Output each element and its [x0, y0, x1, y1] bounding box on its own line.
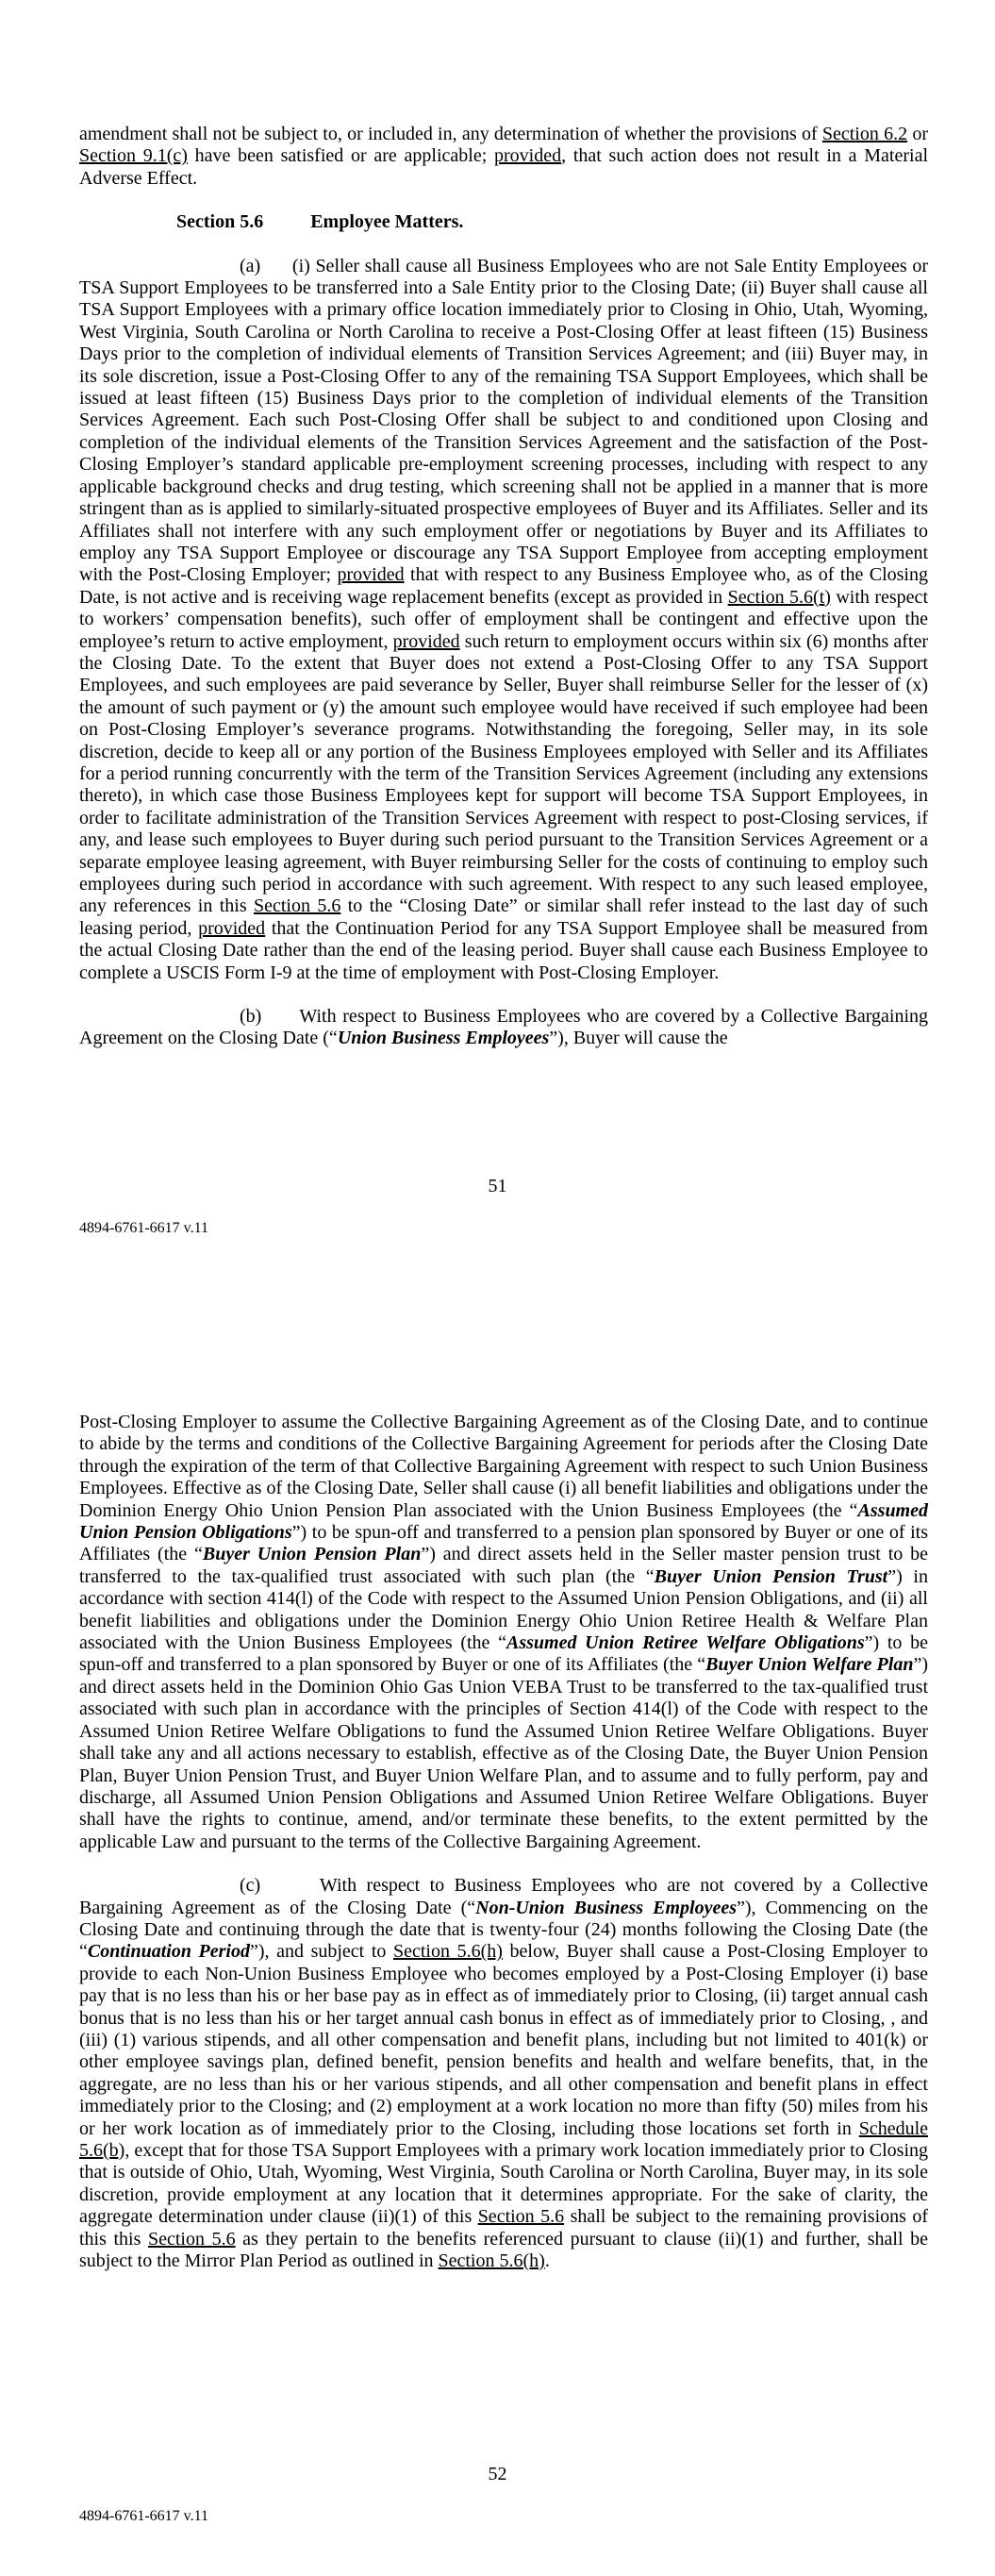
defined-term: Assumed Union Retiree Welfare Obligations [506, 1632, 865, 1654]
text-run: that the Continuation Period for any TSA Support Employee shall be measured from the actual Closing Date rather than the end of the leasing period. Buyer shall cause each Business Employee to complete a USCIS Form I-9 at the time of employment with Post-Closing Employer. [79, 917, 928, 983]
defined-term: Non-Union Business Employees [475, 1897, 738, 1918]
paragraph [79, 1875, 928, 2272]
bold-text: Employee Matters. [310, 211, 464, 233]
underlined-reference: provided [392, 630, 460, 652]
page-52-body [79, 1288, 928, 2272]
defined-term: Buyer Union Pension Plan [202, 1544, 422, 1565]
underlined-reference: Section 9.1(c) [79, 145, 188, 167]
document-id-footer: 4894-6761-6617 v.11 [79, 1220, 209, 1236]
text-run: to the “Closing Date” or similar shall refer instead to the last day of such leasing period, [79, 895, 929, 939]
underlined-reference: Section 5.6 [477, 2206, 565, 2228]
document-page-52 [0, 1288, 995, 2576]
document-id-footer: 4894-6761-6617 v.11 [79, 2508, 209, 2524]
text-run: (a) (i) Seller shall cause all Business Employees who are not Sale Entity Employees or TSA Support Employees to be transferred into a Sale Entity prior to the Closing Date; (ii) Buyer shall cause all TSA Support Employees with a primary office location immediately prior to Closing in Ohio, Utah, Wyoming, West Virginia, South Carolina or North Carolina to receive a Post-Closing Offer at least fifteen (15) Business Days prior to the completion of individual elements of Transition Services Agreement; and (iii) Buyer may, in its sole discretion, issue a Post-Closing Offer to any of the remaining TSA Support Employees, which shall be issued at least fifteen (15) Business Days prior to the completion of individual elements of the Transition Services Agreement. Each such Post-Closing Offer shall be subject to and conditioned upon Closing and completion of the individual elements of the Transition Services Agreement and the satisfaction of the Post-Closing Employer’s standard applicable pre-employment screening processes, including with respect to any applicable background checks and drug testing, which screening shall not be applied in a manner that is more stringent than as is applied to similarly-situated prospective employees of Buyer and its Affiliates. Seller and its Affiliates shall not interfere with any such employment offer or negotiations by Buyer and its Affiliates to employ any TSA Support Employee or discourage any TSA Support Employee from accepting employment with the Post-Closing Employer; [79, 255, 928, 586]
underlined-reference: Section 5.6(h) [393, 1941, 503, 1963]
text-run: ”) and direct assets held in the Seller master pension trust to be transferred to the tax-qualified trust associated with such plan (the “ [79, 1544, 929, 1587]
text-run: as they pertain to the benefits referenced pursuant to clause (ii)(1) and further, shall be subject to the Mirror Plan Period as outlined in [79, 2228, 929, 2272]
text-run: except that for those TSA Support Employees with a primary work location immediately prior to Closing that is outside of Ohio, Utah, Wyoming, West Virginia, South Carolina or North Carolina, Buyer may, in its sole discretion, provide employment at any location that it determines appropriate. For the sake of clarity, the aggregate determination under clause (ii)(1) of this [79, 2140, 928, 2228]
section-heading [176, 211, 928, 233]
text-run: . [544, 2250, 550, 2272]
text-run: ”), Commencing on the Closing Date and continuing through the date that is twenty-four (24) months following the Closing Date (the “ [79, 1897, 929, 1963]
text-run: shall be subject to the remaining provisions of this this [79, 2206, 928, 2250]
text-run: ”), Buyer will cause the [549, 1028, 728, 1049]
text-run: Post-Closing Employer to assume the Collective Bargaining Agreement as of the Closing Date, and to continue to abide by the terms and conditions of the Collective Bargaining Agreement for periods after the Closing Date through the expiration of the term of that Collective Bargaining Agreement with respect to such Union Business Employees. Effective as of the Closing Date, Seller shall cause (i) all benefit liabilities and obligations under the Dominion Energy Ohio Union Pension Plan associated with the Union Business Employees (the “ [79, 1412, 928, 1521]
underlined-reference: Section 5.6(h) [438, 2250, 545, 2272]
underlined-reference: Section 5.6(t) [727, 586, 831, 608]
page-51-body [79, 0, 928, 1050]
page-number: 51 [488, 1176, 507, 1196]
defined-term: Continuation Period [87, 1941, 250, 1963]
text-run: such return to employment occurs within six (6) months after the Closing Date. To the extent that Buyer does not extend a Post-Closing Offer to any TSA Support Employees, and such employees are paid severance by Seller, Buyer shall reimburse Seller for the lesser of (x) the amount of such payment or (y) the amount such employee would have received if such employee had been on Post-Closing Employer’s severance programs. Notwithstanding the foregoing, Seller may, in its sole discretion, decide to keep all or any portion of the Business Employees employed with Seller and its Affiliates for a period running concurrently with the term of the Transition Services Agreement (including any extensions thereto), in which case those Business Employees kept for support will become TSA Support Employees, in order to facilitate administration of the Transition Services Agreement with respect to post-Closing services, if any, and lease such employees to Buyer during such period pursuant to the Transition Services Agreement or a separate employee leasing agreement, with Buyer reimbursing Seller for the costs of continuing to employ such employees during such period in accordance with such agreement. With respect to any such leased employee, any references in this [79, 630, 928, 917]
paragraph [79, 1006, 928, 1050]
text-run: ”) in accordance with section 414(l) of the Code with respect to the Assumed Union Pension Obligations, and (ii) all benefit liabilities and obligations under the Dominion Energy Ohio Union Retiree Health & Welfare Plan associated with the Union Business Employees (the “ [79, 1565, 928, 1654]
text-run: amendment shall not be subject to, or included in, any determination of whether the provisions of [79, 124, 822, 144]
bold-text: Section 5.6 [176, 211, 264, 233]
text-run: with respect to workers’ compensation benefits), such offer of employment shall be contingent and effective upon the employee’s return to active employment, [79, 586, 928, 652]
text-run: , that such action does not result in a Material Adverse Effect. [79, 145, 928, 189]
paragraph [79, 124, 928, 190]
underlined-reference: Schedule 5.6(b), [79, 2117, 928, 2161]
underlined-reference: Section 5.6 [253, 895, 341, 917]
defined-term: Buyer Union Pension Trust [654, 1565, 888, 1587]
text-run: have been satisfied or are applicable; [187, 145, 494, 167]
page-number: 52 [488, 2464, 507, 2484]
text-run: ”) and direct assets held in the Dominion Ohio Gas Union VEBA Trust to be transferred to the tax-qualified trust associated with such plan in accordance with the principles of Section 414(l) of the Code with respect to the Assumed Union Retiree Welfare Obligations to fund the Assumed Union Retiree Welfare Obligations. Buyer shall take any and all actions necessary to establish, effective as of the Closing Date, the Buyer Union Pension Plan, Buyer Union Pension Trust, and Buyer Union Welfare Plan, and to assume and to fully perform, pay and discharge, all Assumed Union Pension Obligations and Assumed Union Retiree Welfare Obligations. Buyer shall have the rights to continue, amend, and/or terminate these benefits, to the extent permitted by the applicable Law and pursuant to the terms of the Collective Bargaining Agreement. [79, 1654, 928, 1852]
text-run: or [907, 124, 928, 144]
text-run: (c) With respect to Business Employees who are not covered by a Collective Bargaining Agreement as of the Closing Date (“ [79, 1875, 928, 1918]
text-run: that with respect to any Business Employee who, as of the Closing Date, is not active and is receiving wage replacement benefits (except as provided in [79, 564, 928, 608]
text-run: ”) to be spun-off and transferred to a plan sponsored by Buyer or one of its Affiliates (the “ [79, 1632, 929, 1676]
text-run: (b) With respect to Business Employees who are covered by a Collective Bargaining Agreement on the Closing Date (“ [79, 1006, 928, 1049]
defined-term: Union Business Employees [337, 1028, 550, 1049]
text-run: below, Buyer shall cause a Post-Closing Employer to provide to each Non-Union Business Employee who becomes employed by a Post-Closing Employer (i) base pay that is no less than his or her base pay as in effect as of immediately prior to Closing, (ii) target annual cash bonus that is no less than his or her target annual cash bonus in effect as of immediately prior to Closing, , and (iii) (1) various stipends, and all other compensation and benefit plans, including but not limited to 401(k) or other employee savings plan, defined benefit, pension benefits and health and welfare benefits, that, in the aggregate, are no less than his or her various stipends, and all other compensation and benefit plans in effect immediately prior to the Closing; and (2) employment at a work location no more than fifty (50) miles from his or her work location as of immediately prior to the Closing, including those locations set forth in [79, 1941, 929, 2139]
underlined-reference: provided [198, 917, 266, 939]
underlined-reference: provided [337, 564, 405, 586]
paragraph [79, 256, 928, 984]
defined-term: Assumed Union Pension Obligations [79, 1499, 928, 1544]
text-run: ”) to be spun-off and transferred to a pension plan sponsored by Buyer or one of its Affiliates (the “ [79, 1522, 928, 1565]
underlined-reference: provided [494, 145, 562, 167]
paragraph [79, 1412, 928, 1853]
defined-term: Buyer Union Welfare Plan [705, 1654, 914, 1676]
underlined-reference: Section 6.2 [821, 124, 908, 144]
underlined-reference: Section 5.6 [147, 2228, 236, 2250]
text-run: ”), and subject to [249, 1941, 393, 1963]
